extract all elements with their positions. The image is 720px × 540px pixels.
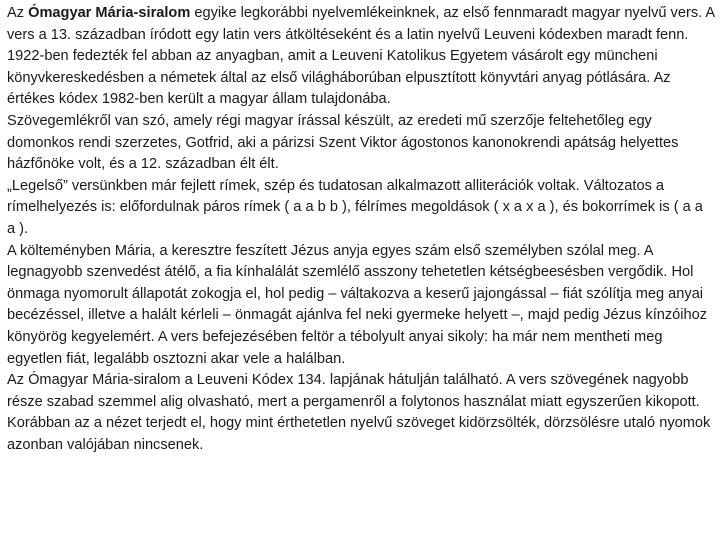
paragraph-author: Szövegemlékről van szó, amely régi magyar írással készült, az eredeti mű szerzője feltehetőleg egy domonkos rendi szerzetes, Gotfrid, aki a párizsi Szent Viktor ágostonos kanonokrendi apátság helyettes házfőnöke volt, és a 12. században élt élt.: [7, 112, 679, 173]
paragraph-codex: Az Ómagyar Mária-siralom a Leuveni Kódex 134. lapjának hátulján található. A vers szövegének nagyobb része szabad szemmel alig olvasható, mert a pergamenről a folytonos használat miatt egyszerűen kikopott. Korábban az a nézet terjedt el, hogy mint érthetetlen nyelvű szöveget kidörzsölték, dörzsölésre utaló nyomok azonban valójában nincsenek.: [7, 372, 711, 453]
poem-title: Ómagyar Mária-siralom: [28, 5, 191, 21]
document-body: [7, 3, 715, 456]
intro-prefix: Az: [7, 5, 29, 21]
paragraph-intro: [7, 3, 715, 111]
paragraph-rhymes: „Legelső” versünkben már fejlett rímek, szép és tudatosan alkalmazott alliterációk voltak. Változatos a rímelhelyezés is: előfordulnak páros rímek ( a a b b ), félrímes megoldások ( x a x a ), és bokorrímek is ( a a a ).: [7, 177, 703, 237]
intro-text: egyike legkorábbi nyelvemlékeinknek, az első fennmaradt magyar nyelvű vers. A vers a 13. században íródott egy latin vers átköltéseként és a latin nyelvű Leuveni kódexben maradt fenn. 1922-ben fedezték fel abban az anyagban, amit a Leuveni Katolikus Egyetem vásárolt egy müncheni könyvkereskedésben a németek által az első világháborúban elpusztított könyvtári anyag pótlására. Az értékes kódex 1982-ben került a magyar állam tulajdonába.: [7, 5, 715, 108]
paragraph-content: A költeményben Mária, a keresztre feszített Jézus anyja egyes szám első személyben szólal meg. A legnagyobb szenvedést átélő, a fia kínhalálát szemlélő asszony tehetetlen kétségbeesésben vergődik. Hol önmaga nyomorult állapotát zokogja el, hol pedig – váltakozva a keserű jajongással – fiát szólítja meg anyai becézéssel, illetve a halált kérleli – önmagát ajánlva fel neki gyermeke helyett –, majd pedig Jézus kínzóihoz könyörög kegyelemért. A vers befejezésében feltör a tébolyult anyai sikoly: ha már nem mentheti meg egyetlen fiát, legalább osztozni akar vele a halálban.: [7, 242, 708, 367]
